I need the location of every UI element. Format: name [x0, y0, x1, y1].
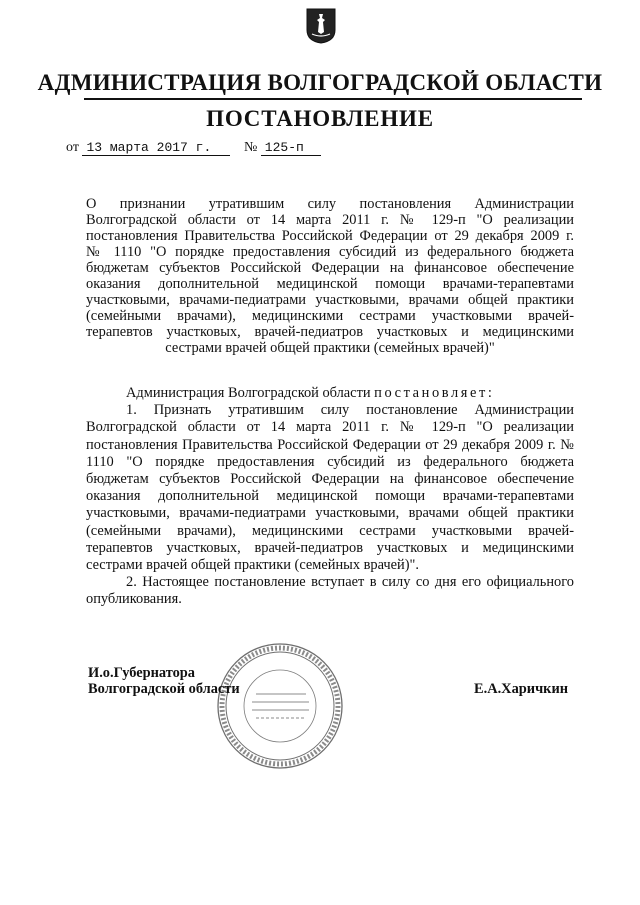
document-subject	[86, 196, 574, 356]
subject-line: участковыми, врачами-педиатрами участковыми, врачами общей практики	[86, 292, 574, 308]
subject-line: сестрами врачей общей практики (семейных врачей)"	[165, 340, 495, 356]
signatory-position	[88, 665, 240, 697]
signatory-name: Е.А.Харичкин	[474, 681, 569, 697]
resolution-item-1: 1. Признать утратившим силу постановление Администрации Волгоградской области от 14 марта 2011 г. № 129-п "О реализации постановления Правительства Российской Федерации от 29 декабря 2009 г. № 1110 "О порядке предоставления субсидий из федерального бюджета бюджетам субъектов Российской Федерации на финансовое обеспечение оказания дополнительной медицинской помощи врачами-терапевтами участковыми, врачами-педиатрами участковыми, врачами общей практики (семейными врачами), медицинскими сестрами участковыми врачей-терапевтов участковых, врачей-педиатров участковых и медицинскими сестрами врачей общей практики (семейных врачей)".	[86, 402, 574, 574]
document-date: 13 марта 2017 г.	[82, 140, 230, 156]
resolution-intro	[86, 385, 574, 402]
organization-title: АДМИНИСТРАЦИЯ ВОЛГОГРАДСКОЙ ОБЛАСТИ	[37, 70, 603, 95]
subject-line: (семейными врачами), медицинскими сестрами участковыми врачей-	[86, 308, 574, 324]
resolution-item-2: 2. Настоящее постановление вступает в силу со дня его официального опубликования.	[86, 574, 574, 608]
official-seal-stamp-icon	[214, 640, 346, 772]
subject-line: № 1110 "О порядке предоставления субсидий из федерального бюджета	[86, 244, 574, 260]
document-number: 125-п	[261, 140, 321, 156]
header-divider	[84, 98, 582, 100]
subject-line: постановления Правительства Российской Федерации от 29 декабря 2009 г.	[86, 228, 574, 244]
subject-line: терапевтов участковых, врачей-педиатров участковых и медицинскими	[86, 324, 574, 340]
subject-line: О признании утратившим силу постановления Администрации	[86, 196, 574, 212]
document-body	[86, 385, 574, 609]
date-from-label: от	[66, 140, 79, 155]
volgograd-coat-of-arms-icon	[306, 8, 336, 44]
subject-line: Волгоградской области от 14 марта 2011 г. № 129-п "О реализации	[86, 212, 574, 228]
signatory-title: И.о.Губернатора	[88, 665, 195, 681]
date-number-line	[66, 140, 321, 156]
subject-line: оказания дополнительной медицинской помощи врачами-терапевтами	[86, 276, 574, 292]
intro-verb: постановляет:	[374, 385, 495, 401]
signatory-region: Волгоградской области	[88, 681, 240, 697]
intro-lead: Администрация Волгоградской области	[126, 385, 371, 401]
subject-line: бюджетам субъектов Российской Федерации на финансовое обеспечение	[86, 260, 574, 276]
document-type-title: ПОСТАНОВЛЕНИЕ	[206, 106, 434, 131]
number-label: №	[243, 140, 258, 155]
